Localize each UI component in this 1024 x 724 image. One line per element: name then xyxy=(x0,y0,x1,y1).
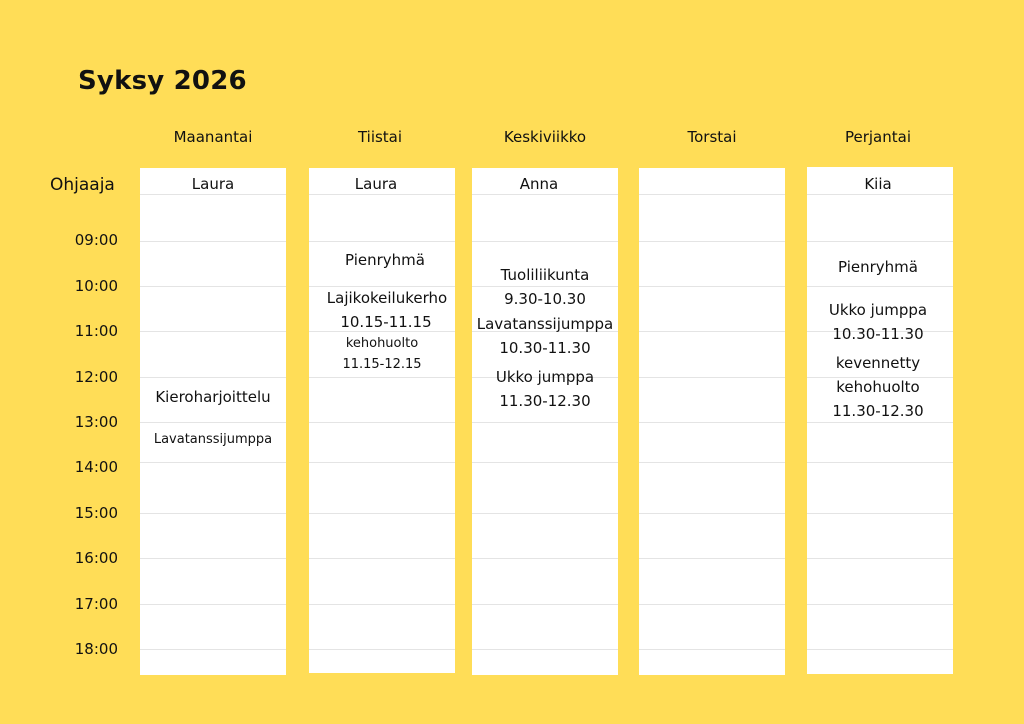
day-header-tuesday: Tiistai xyxy=(357,128,403,146)
instructor-name: Laura xyxy=(354,175,398,193)
time-label: 10:00 xyxy=(74,277,118,295)
time-label: 15:00 xyxy=(74,504,118,522)
class-name: Pienryhmä xyxy=(838,258,918,276)
class-name: Ukko jumppa xyxy=(828,301,928,319)
instructor-name: Laura xyxy=(191,175,235,193)
day-header-wednesday: Keskiviikko xyxy=(503,128,587,146)
class-time: 11.30-12.30 xyxy=(499,392,591,410)
time-label: 11:00 xyxy=(74,322,118,340)
class-name: Pienryhmä xyxy=(345,251,425,269)
time-label: 18:00 xyxy=(74,640,118,658)
class-time: 10.15-11.15 xyxy=(340,313,432,331)
time-label: 17:00 xyxy=(74,595,118,613)
day-column-friday xyxy=(807,167,953,674)
class-time: 11.30-12.30 xyxy=(832,402,924,420)
class-name: kevennetty xyxy=(835,354,921,372)
day-column-monday xyxy=(140,168,286,675)
time-label: 09:00 xyxy=(74,231,118,249)
day-column-thursday xyxy=(639,168,785,675)
instructor-name: Anna xyxy=(519,175,559,193)
day-header-monday: Maanantai xyxy=(173,128,253,146)
class-time: 11.15-12.15 xyxy=(342,357,422,372)
page-title: Syksy 2026 xyxy=(78,66,247,96)
time-label: 14:00 xyxy=(74,458,118,476)
time-label: 13:00 xyxy=(74,413,118,431)
class-name: Lajikokeilukerho xyxy=(326,289,448,307)
class-name: Lavatanssijumppa xyxy=(153,432,273,447)
instructor-row-label: Ohjaaja xyxy=(50,175,115,195)
class-name: kehohuolto xyxy=(345,336,419,351)
day-header-friday: Perjantai xyxy=(844,128,911,146)
class-time: 9.30-10.30 xyxy=(504,290,586,308)
class-name: kehohuolto xyxy=(836,378,920,396)
time-label: 16:00 xyxy=(74,549,118,567)
class-name: Tuoliliikunta xyxy=(500,266,590,284)
time-label: 12:00 xyxy=(74,368,118,386)
day-column-tuesday xyxy=(309,168,455,673)
class-time: 10.30-11.30 xyxy=(499,339,591,357)
class-name: Ukko jumppa xyxy=(495,368,595,386)
day-header-thursday: Torstai xyxy=(687,128,737,146)
class-name: Lavatanssijumppa xyxy=(476,315,614,333)
instructor-name: Kiia xyxy=(864,175,892,193)
day-column-wednesday xyxy=(472,168,618,675)
class-time: 10.30-11.30 xyxy=(832,325,924,343)
class-name: Kieroharjoittelu xyxy=(155,388,271,406)
